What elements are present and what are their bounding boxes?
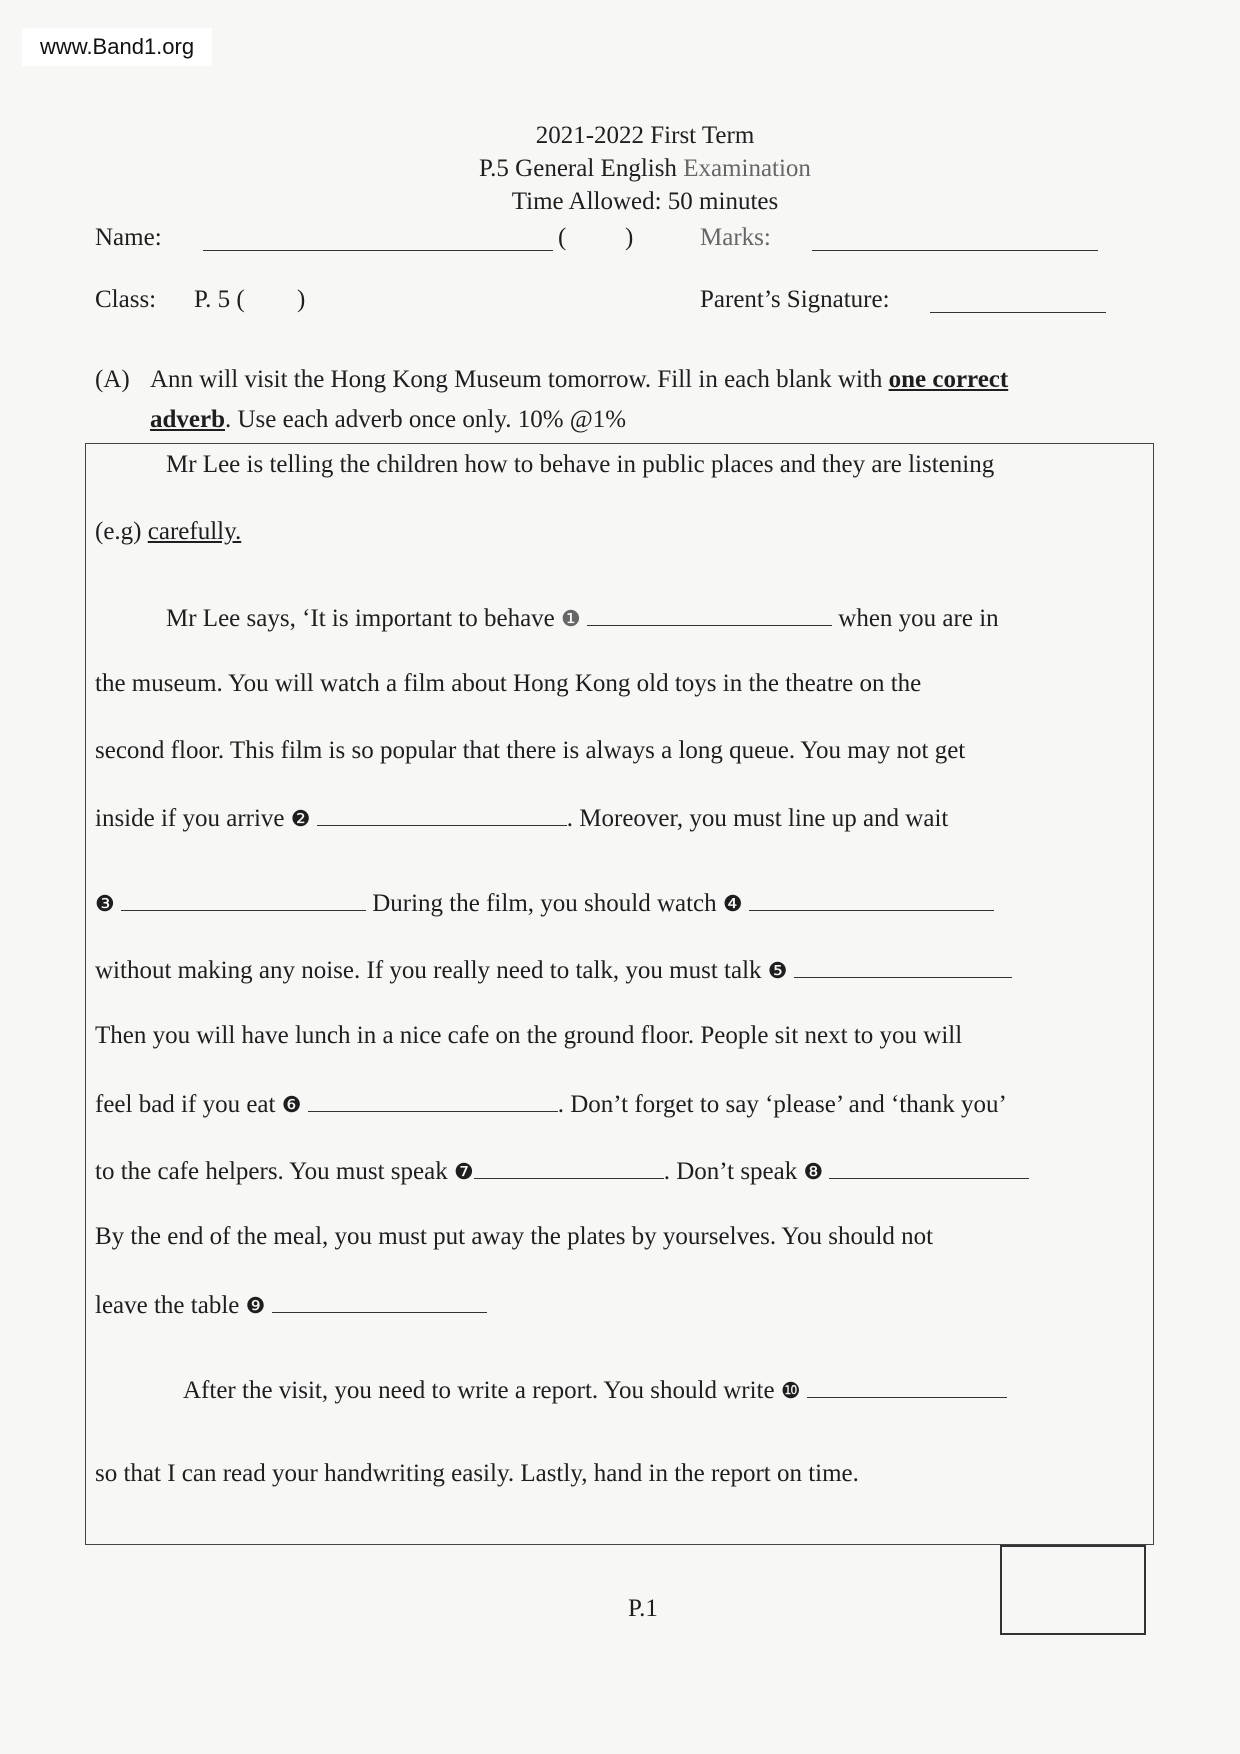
instruction-text-2: . Use each adverb once only. 10% @1% [225, 406, 627, 433]
passage-line [183, 1375, 1007, 1405]
passage-line: By the end of the meal, you must put away the plates by yourselves. You should not [95, 1223, 934, 1250]
passage-line [95, 803, 948, 833]
question-number-4: ❹ [722, 891, 743, 916]
passage-line [95, 888, 994, 918]
example-label: (e.g) [95, 518, 148, 545]
class-number-open: ( [558, 224, 567, 251]
class-label: Class: [95, 286, 157, 313]
question-number-10: ❿ [780, 1378, 801, 1403]
marks-label: Marks: [700, 224, 771, 251]
section-a-instructions-2 [150, 406, 626, 434]
text: when you are in [832, 605, 999, 632]
name-field[interactable] [203, 228, 553, 251]
blank-7[interactable] [474, 1156, 664, 1179]
text: . Don’t speak [663, 1158, 804, 1185]
marks-box [1000, 1545, 1146, 1635]
watermark: www.Band1.org [22, 28, 212, 66]
blank-4[interactable] [749, 888, 994, 911]
question-number-9: ❾ [245, 1293, 266, 1318]
exam-title [0, 155, 1240, 183]
class-number-close: ) [625, 224, 634, 251]
class-value: P. 5 ( [194, 286, 245, 313]
instruction-emphasis-2: adverb [150, 406, 225, 433]
passage-line: second floor. This film is so popular that there is always a long queue. You may not get [95, 737, 966, 764]
instruction-emphasis: one correct [888, 366, 1009, 393]
text: leave the table [95, 1292, 246, 1319]
text: Mr Lee says, ‘It is important to behave [166, 605, 562, 632]
name-label: Name: [95, 224, 162, 251]
exam-title-suffix: Examination [683, 155, 811, 182]
passage-line [95, 1089, 1007, 1119]
question-number-5: ❺ [767, 958, 788, 983]
text: feel bad if you eat [95, 1091, 282, 1118]
passage-line: Mr Lee is telling the children how to behave in public places and they are listening [166, 451, 995, 478]
text: . Moreover, you must line up and wait [566, 805, 949, 832]
marks-field[interactable] [812, 228, 1098, 251]
class-close: ) [297, 286, 306, 313]
example-answer: carefully. [147, 518, 242, 545]
passage-line [95, 1156, 1029, 1186]
question-number-8: ❽ [803, 1159, 824, 1184]
text: inside if you arrive [95, 805, 291, 832]
passage-line: the museum. You will watch a film about Hong Kong old toys in the theatre on the [95, 670, 922, 697]
text: to the cafe helpers. You must speak [95, 1158, 454, 1185]
question-number-1: ❶ [561, 606, 581, 631]
blank-6[interactable] [308, 1089, 558, 1112]
passage-line [166, 603, 999, 633]
text: . Don’t forget to say ‘please’ and ‘thank you’ [557, 1091, 1007, 1118]
time-allowed: Time Allowed: 50 minutes [511, 188, 779, 215]
signature-label: Parent’s Signature: [700, 286, 890, 313]
section-a-label: (A) [95, 366, 130, 393]
section-a-instructions [150, 366, 1008, 394]
blank-10[interactable] [807, 1375, 1007, 1398]
passage-line [95, 1290, 487, 1320]
blank-5[interactable] [794, 955, 1012, 978]
text: After the visit, you need to write a report. You should write [183, 1377, 781, 1404]
signature-field[interactable] [930, 290, 1106, 313]
instruction-text: Ann will visit the Hong Kong Museum tomorrow. Fill in each blank with [150, 366, 889, 393]
passage-line: so that I can read your handwriting easily. Lastly, hand in the report on time. [95, 1460, 859, 1487]
blank-8[interactable] [829, 1156, 1029, 1179]
page-number: P.1 [628, 1595, 658, 1622]
passage-line: Then you will have lunch in a nice cafe on the ground floor. People sit next to you will [95, 1022, 963, 1049]
blank-2[interactable] [317, 803, 567, 826]
exam-title-prefix: P.5 General English [479, 155, 684, 182]
exam-term: 2021-2022 First Term [535, 122, 755, 149]
blank-3[interactable] [121, 888, 366, 911]
text: During the film, you should watch [365, 890, 723, 917]
question-number-2: ❷ [290, 806, 311, 831]
blank-9[interactable] [272, 1290, 487, 1313]
question-number-3: ❸ [95, 891, 115, 916]
question-number-6: ❻ [281, 1092, 302, 1117]
question-number-7: ❼ [453, 1159, 474, 1184]
passage-line [95, 955, 1012, 985]
blank-1[interactable] [587, 603, 832, 626]
example-line [95, 518, 241, 546]
text: without making any noise. If you really need to talk, you must talk [95, 957, 768, 984]
